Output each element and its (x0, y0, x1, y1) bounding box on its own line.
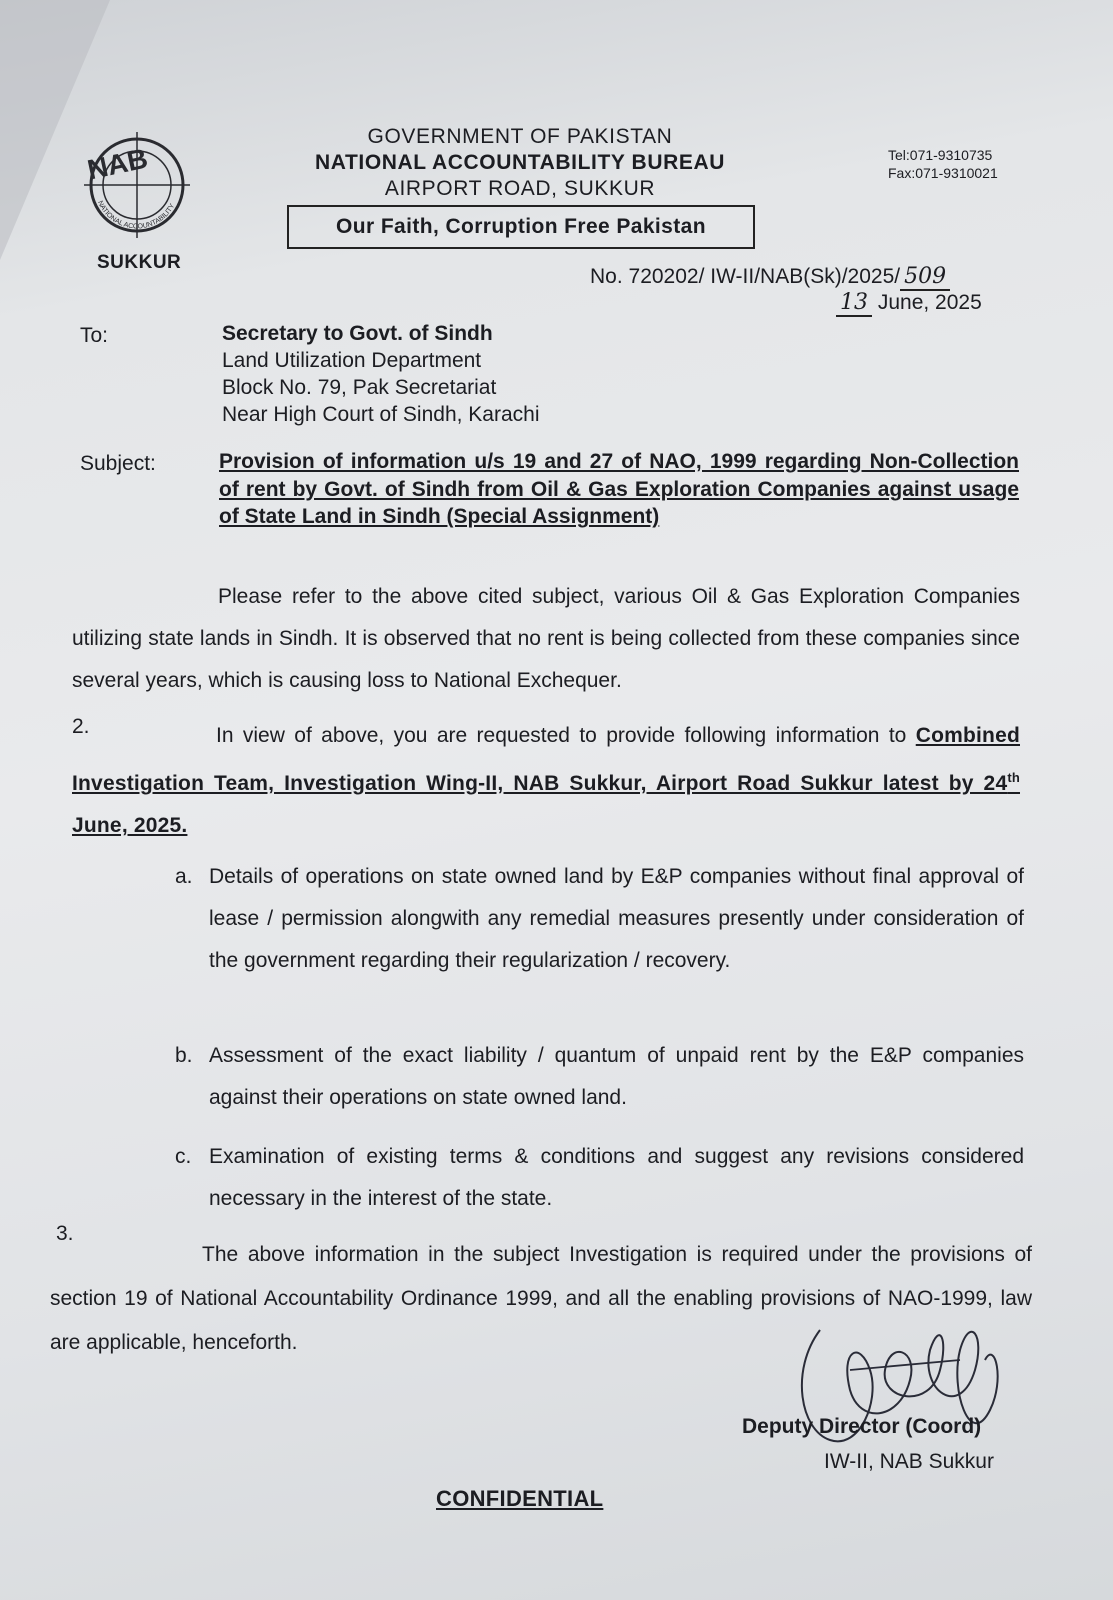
signatory-office: IW-II, NAB Sukkur (824, 1450, 994, 1473)
paragraph-2-text: In view of above, you are requested to provide following information to (216, 724, 907, 747)
list-item-text: Assessment of the exact liability / quantum of unpaid rent by the E&P companies against their operations on state owned land. (209, 1044, 1024, 1109)
telephone: Tel:071-9310735 (888, 147, 993, 163)
to-label: To: (80, 324, 109, 347)
paragraph-2-deadline: Combined Investigation Team, Investigation Wing-II, NAB Sukkur, Airport Road Sukkur latest by 24th June, 2025. (72, 724, 1020, 837)
paragraph-2 (72, 715, 1020, 847)
ordinal-suffix: th (1007, 770, 1020, 785)
classification-label: CONFIDENTIAL (436, 1486, 604, 1511)
letterhead-address: AIRPORT ROAD, SUKKUR (384, 177, 656, 200)
signatory-title: Deputy Director (Coord) (742, 1415, 982, 1438)
letterhead-government: GOVERNMENT OF PAKISTAN (367, 125, 673, 148)
recipient-name: Secretary to Govt. of Sindh (222, 322, 493, 345)
subject-text: Provision of information u/s 19 and 27 of NAO, 1999 regarding Non-Collection of rent by Govt. of Sindh from Oil & Gas Exploration Companies against usage of State Land in Sindh (Special Assignment) (219, 450, 1019, 528)
svg-text:NAB: NAB (84, 142, 151, 186)
list-item-text: Examination of existing terms & conditions and suggest any revisions considered necessary in the interest of the state. (209, 1145, 1024, 1210)
letter-date (836, 290, 982, 315)
letterhead-bureau: NATIONAL ACCOUNTABILITY BUREAU (315, 151, 725, 174)
list-marker: a. (175, 865, 193, 888)
paragraph-3-number: 3. (56, 1222, 74, 1245)
recipient-address (222, 320, 540, 428)
letterhead (250, 124, 790, 202)
list-item-text: Details of operations on state owned land by E&P companies without final approval of lease / permission alongwith any remedial measures presently under consideration of the government regarding their regularization / recovery. (209, 865, 1024, 972)
contact-info (888, 146, 998, 182)
svg-text:NATIONAL ACCOUNTABILITY: NATIONAL ACCOUNTABILITY (96, 199, 177, 231)
office-label: SUKKUR (97, 252, 182, 273)
handwritten-date-day: 13 (836, 290, 872, 317)
handwritten-dispatch-number: 509 (900, 264, 950, 291)
list-marker: c. (175, 1145, 192, 1168)
paragraph-1: Please refer to the above cited subject, various Oil & Gas Exploration Companies utilizing state lands in Sindh. It is observed that no rent is being collected from these companies since several years, which is causing loss to National Exchequer. (72, 585, 1020, 692)
date-month-year: June, 2025 (872, 291, 982, 314)
reference-number (590, 264, 950, 289)
list-marker: b. (175, 1044, 193, 1067)
motto-box: Our Faith, Corruption Free Pakistan (287, 205, 755, 249)
recipient-department: Land Utilization Department (222, 349, 482, 372)
recipient-location: Near High Court of Sindh, Karachi (222, 403, 540, 426)
reference-prefix: No. 720202/ IW-II/NAB(Sk)/2025/ (590, 265, 901, 288)
paragraph-3: The above information in the subject Investigation is required under the provisions of section 19 of National Accountability Ordinance 1999, and all the enabling provisions of NAO-1999, law are applicable, henceforth. (50, 1243, 1032, 1354)
nab-logo (76, 124, 198, 246)
recipient-block: Block No. 79, Pak Secretariat (222, 376, 497, 399)
subject-label: Subject: (80, 452, 156, 475)
paragraph-2-number: 2. (72, 715, 90, 738)
fax: Fax:071-9310021 (888, 165, 998, 181)
